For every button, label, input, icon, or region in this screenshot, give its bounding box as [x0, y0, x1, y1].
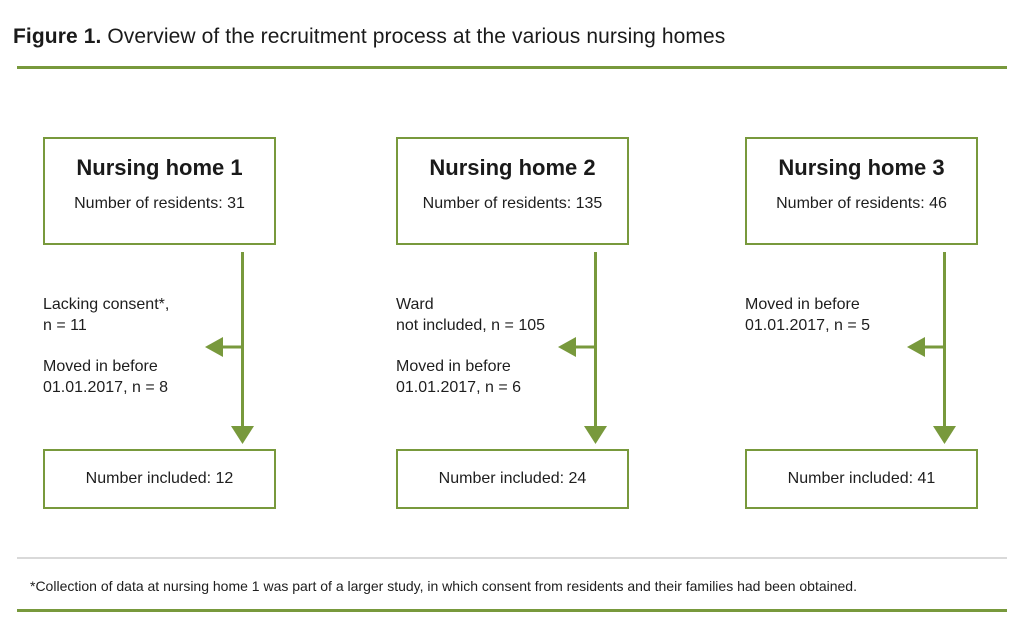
residents-count: Number of residents: 46 [776, 195, 947, 212]
down-arrowhead-icon [231, 426, 254, 444]
nursing-home-1-column [43, 0, 276, 629]
exclusion-item [396, 294, 571, 336]
exclusion-line: Moved in before [745, 296, 860, 313]
exclusion-line: Moved in before [396, 358, 511, 375]
exclusion-notes [745, 294, 920, 356]
number-included-box [396, 449, 629, 509]
exclusion-item [43, 356, 218, 398]
footnote-divider [17, 557, 1007, 559]
nursing-home-2-column [396, 0, 629, 629]
figure-title-label: Figure 1. [13, 25, 102, 48]
exclusion-item [745, 294, 920, 336]
exclusion-line: Moved in before [43, 358, 158, 375]
bottom-rule [17, 609, 1007, 612]
down-arrowhead-icon [584, 426, 607, 444]
included-count: Number included: 41 [787, 470, 936, 487]
exclusion-notes [396, 294, 571, 418]
down-arrowhead-icon [933, 426, 956, 444]
included-count: Number included: 24 [438, 470, 587, 487]
exclusion-item [43, 294, 218, 336]
residents-count: Number of residents: 135 [422, 195, 603, 212]
number-included-box [43, 449, 276, 509]
nursing-home-2-box [396, 137, 629, 245]
home-name: Nursing home 1 [76, 155, 243, 180]
exclusion-line: 01.01.2017, n = 6 [396, 379, 521, 396]
figure-title-text: Overview of the recruitment process at the various nursing homes [101, 25, 726, 48]
residents-count: Number of residents: 31 [74, 195, 245, 212]
exclusion-line: 01.01.2017, n = 5 [745, 317, 870, 334]
footnote-text: *Collection of data at nursing home 1 was part of a larger study, in which consent from residents and their families had been obtained. [30, 578, 857, 594]
exclusion-line: Lacking consent*, [43, 296, 170, 313]
exclusion-item [396, 356, 571, 398]
exclusion-line: 01.01.2017, n = 8 [43, 379, 168, 396]
nursing-home-3-column [745, 0, 978, 629]
exclusion-notes [43, 294, 218, 418]
home-name: Nursing home 3 [778, 155, 945, 180]
nursing-home-3-box [745, 137, 978, 245]
exclusion-line: not included, n = 105 [396, 317, 546, 334]
nursing-home-1-box [43, 137, 276, 245]
exclusion-line: n = 11 [43, 317, 87, 334]
included-count: Number included: 12 [85, 470, 234, 487]
number-included-box [745, 449, 978, 509]
home-name: Nursing home 2 [429, 155, 596, 180]
exclusion-line: Ward [396, 296, 434, 313]
